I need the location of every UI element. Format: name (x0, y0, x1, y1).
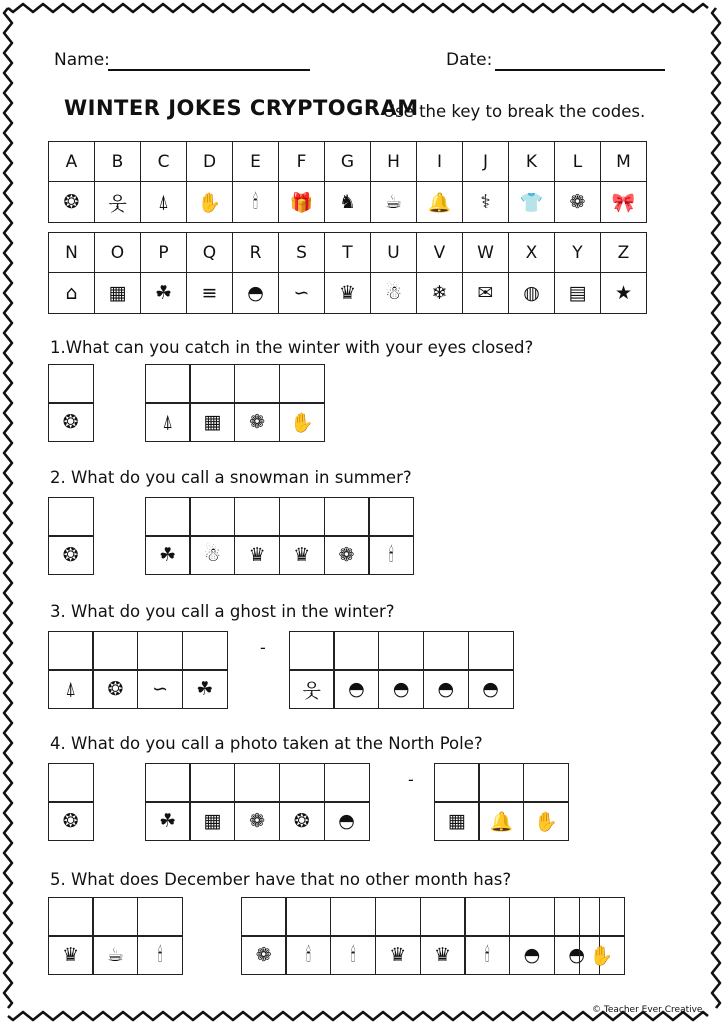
answer-letter-box[interactable] (145, 364, 191, 404)
snowman-icon: ☃ (371, 273, 417, 314)
bells-icon: 🔔 (417, 182, 463, 223)
fireplace-icon: ▦ (434, 801, 480, 841)
key-letter-q: Q (187, 233, 233, 273)
answer-word-q3 (49, 632, 228, 709)
holly-icon: ☘ (182, 669, 228, 709)
worksheet-instructions: Use the key to break the codes. (383, 102, 646, 121)
answer-letter-box[interactable] (137, 897, 183, 937)
answer-letter-box[interactable] (468, 631, 514, 671)
answer-letter-box[interactable] (375, 897, 421, 937)
answer-word-q4 (49, 764, 94, 841)
answer-word-q5 (49, 898, 183, 975)
snowflake-icon: ❄ (417, 273, 463, 314)
tree-icon: ⍋ (48, 669, 94, 709)
fireplace-icon: ▦ (95, 273, 141, 314)
holly-icon: ☘ (145, 535, 191, 575)
question-3: 3. What do you call a ghost in the winter? (50, 602, 395, 621)
key-letter-e: E (233, 142, 279, 182)
wreath-icon: ❁ (324, 535, 370, 575)
gingerbread-icon: 웃 (95, 182, 141, 223)
answer-letter-box[interactable] (241, 897, 287, 937)
answer-word-q2 (49, 498, 94, 575)
reindeer-icon: ♞ (325, 182, 371, 223)
wreath-icon: ❁ (234, 402, 280, 442)
key-letter-x: X (509, 233, 555, 273)
key-letter-w: W (463, 233, 509, 273)
answer-letter-box[interactable] (48, 364, 94, 404)
answer-letter-box[interactable] (92, 897, 138, 937)
key-letter-a: A (49, 142, 95, 182)
ornament-icon: ❂ (48, 535, 94, 575)
answer-word-q1 (49, 365, 94, 442)
wreath-icon: ❁ (234, 801, 280, 841)
key-letter-j: J (463, 142, 509, 182)
answer-letter-box[interactable] (478, 763, 524, 803)
answer-letter-box[interactable] (378, 631, 424, 671)
fireplace-icon: ▦ (189, 801, 235, 841)
question-2: 2. What do you call a snowman in summer? (50, 468, 412, 487)
candle-icon: 🕯 (464, 935, 510, 975)
answer-letter-box[interactable] (234, 763, 280, 803)
mitten-icon: ✋ (279, 402, 325, 442)
candle-icon: 🕯 (233, 182, 279, 223)
tree-icon: ⍋ (145, 402, 191, 442)
card-icon: ✉ (463, 273, 509, 314)
bells-icon: 🔔 (478, 801, 524, 841)
holly-icon: ☘ (145, 801, 191, 841)
cipher-key-row-1 (48, 141, 647, 223)
snowman-icon: ☃ (189, 535, 235, 575)
scarf-icon: ∽ (137, 669, 183, 709)
stocking-icon: ♛ (325, 273, 371, 314)
answer-letter-box[interactable] (145, 763, 191, 803)
answer-word-q2 (146, 498, 414, 575)
key-letter-f: F (279, 142, 325, 182)
answer-letter-box[interactable] (464, 897, 510, 937)
answer-letter-box[interactable] (182, 631, 228, 671)
stocking-icon: ♛ (48, 935, 94, 975)
key-letter-v: V (417, 233, 463, 273)
wreath-icon: ❁ (555, 182, 601, 223)
key-letter-s: S (279, 233, 325, 273)
answer-letter-box[interactable] (434, 763, 480, 803)
answer-letter-box[interactable] (189, 364, 235, 404)
answer-letter-box[interactable] (279, 497, 325, 537)
question-1: 1.What can you catch in the winter with your eyes closed? (50, 338, 534, 357)
fireplace-icon: ▦ (189, 402, 235, 442)
candle-icon: 🕯 (330, 935, 376, 975)
key-letter-g: G (325, 142, 371, 182)
question-4: 4. What do you call a photo taken at the North Pole? (50, 734, 483, 753)
answer-word-q4 (146, 764, 370, 841)
ornament-icon: ❂ (48, 801, 94, 841)
answer-letter-box[interactable] (48, 497, 94, 537)
key-letter-l: L (555, 142, 601, 182)
answer-letter-box[interactable] (523, 763, 569, 803)
key-letter-p: P (141, 233, 187, 273)
answer-letter-box[interactable] (48, 897, 94, 937)
key-letter-u: U (371, 233, 417, 273)
gingerbread-icon: 웃 (289, 669, 335, 709)
candle-icon: 🕯 (368, 535, 414, 575)
key-letter-i: I (417, 142, 463, 182)
mitten-icon: ✋ (523, 801, 569, 841)
hat-icon: ◓ (468, 669, 514, 709)
ornament-icon: ❂ (49, 182, 95, 223)
wreath-icon: ❁ (241, 935, 287, 975)
key-letter-r: R (233, 233, 279, 273)
answer-letter-box[interactable] (420, 897, 466, 937)
hat-icon: ◓ (554, 935, 600, 975)
scarf-icon: ∽ (279, 273, 325, 314)
ornament-icon: ❂ (279, 801, 325, 841)
jingle-bells-icon: 🎀 (601, 182, 647, 223)
house-icon: ⌂ (49, 273, 95, 314)
answer-letter-box[interactable] (423, 631, 469, 671)
key-letter-k: K (509, 142, 555, 182)
hat-icon: ◓ (333, 669, 379, 709)
copyright-credit: © Teacher Ever Creative (592, 1005, 703, 1015)
word-dash: - (408, 770, 414, 789)
answer-word-q3 (290, 632, 514, 709)
answer-letter-box[interactable] (189, 497, 235, 537)
key-letter-h: H (371, 142, 417, 182)
answer-letter-box[interactable] (234, 497, 280, 537)
key-letter-o: O (95, 233, 141, 273)
calendar-icon: ▤ (555, 273, 601, 314)
hat-icon: ◓ (324, 801, 370, 841)
name-field[interactable] (108, 69, 310, 71)
stocking-icon: ♛ (375, 935, 421, 975)
star-icon: ★ (601, 273, 647, 314)
sweater-icon: 👕 (509, 182, 555, 223)
snow-globe-icon: ◍ (509, 273, 555, 314)
holly-icon: ☘ (141, 273, 187, 314)
cocoa-mug-icon: ☕ (371, 182, 417, 223)
answer-letter-box[interactable] (92, 631, 138, 671)
cocoa-mug-icon: ☕ (92, 935, 138, 975)
answer-word-q1 (146, 365, 325, 442)
answer-letter-box[interactable] (333, 631, 379, 671)
name-label: Name: (54, 50, 110, 70)
stocking-icon: ♛ (420, 935, 466, 975)
answer-letter-box[interactable] (324, 763, 370, 803)
answer-letter-box[interactable] (234, 364, 280, 404)
candle-icon: 🕯 (285, 935, 331, 975)
hat-icon: ◓ (233, 273, 279, 314)
candy-cane-icon: ⚕ (463, 182, 509, 223)
worksheet-title: WINTER JOKES CRYPTOGRAM (64, 96, 419, 120)
answer-letter-box[interactable] (48, 763, 94, 803)
stocking-icon: ♛ (279, 535, 325, 575)
answer-word-q5 (580, 898, 625, 975)
key-letter-m: M (601, 142, 647, 182)
answer-letter-box[interactable] (145, 497, 191, 537)
tree-icon: ⍋ (141, 182, 187, 223)
mitten-icon: ✋ (187, 182, 233, 223)
answer-letter-box[interactable] (368, 497, 414, 537)
key-letter-c: C (141, 142, 187, 182)
hat-icon: ◓ (423, 669, 469, 709)
question-5: 5. What does December have that no other month has? (50, 870, 512, 889)
key-letter-b: B (95, 142, 141, 182)
answer-letter-box[interactable] (279, 364, 325, 404)
answer-letter-box[interactable] (330, 897, 376, 937)
key-letter-y: Y (555, 233, 601, 273)
hat-icon: ◓ (378, 669, 424, 709)
cipher-key-row-2 (48, 232, 647, 314)
key-letter-z: Z (601, 233, 647, 273)
answer-letter-box[interactable] (285, 897, 331, 937)
key-letter-t: T (325, 233, 371, 273)
mitten-icon: ✋ (579, 935, 625, 975)
word-dash: - (260, 638, 266, 657)
answer-letter-box[interactable] (324, 497, 370, 537)
answer-letter-box[interactable] (279, 763, 325, 803)
date-field[interactable] (495, 69, 665, 71)
ornament-icon: ❂ (92, 669, 138, 709)
candle-icon: 🕯 (137, 935, 183, 975)
answer-letter-box[interactable] (289, 631, 335, 671)
answer-letter-box[interactable] (48, 631, 94, 671)
sled-icon: ≡ (187, 273, 233, 314)
key-letter-n: N (49, 233, 95, 273)
gift-icon: 🎁 (279, 182, 325, 223)
ornament-icon: ❂ (48, 402, 94, 442)
answer-letter-box[interactable] (579, 897, 625, 937)
answer-word-q4 (435, 764, 569, 841)
answer-letter-box[interactable] (137, 631, 183, 671)
stocking-icon: ♛ (234, 535, 280, 575)
answer-word-q5 (242, 898, 600, 975)
answer-letter-box[interactable] (189, 763, 235, 803)
key-letter-d: D (187, 142, 233, 182)
answer-letter-box[interactable] (509, 897, 555, 937)
hat-icon: ◓ (509, 935, 555, 975)
date-label: Date: (446, 50, 493, 70)
